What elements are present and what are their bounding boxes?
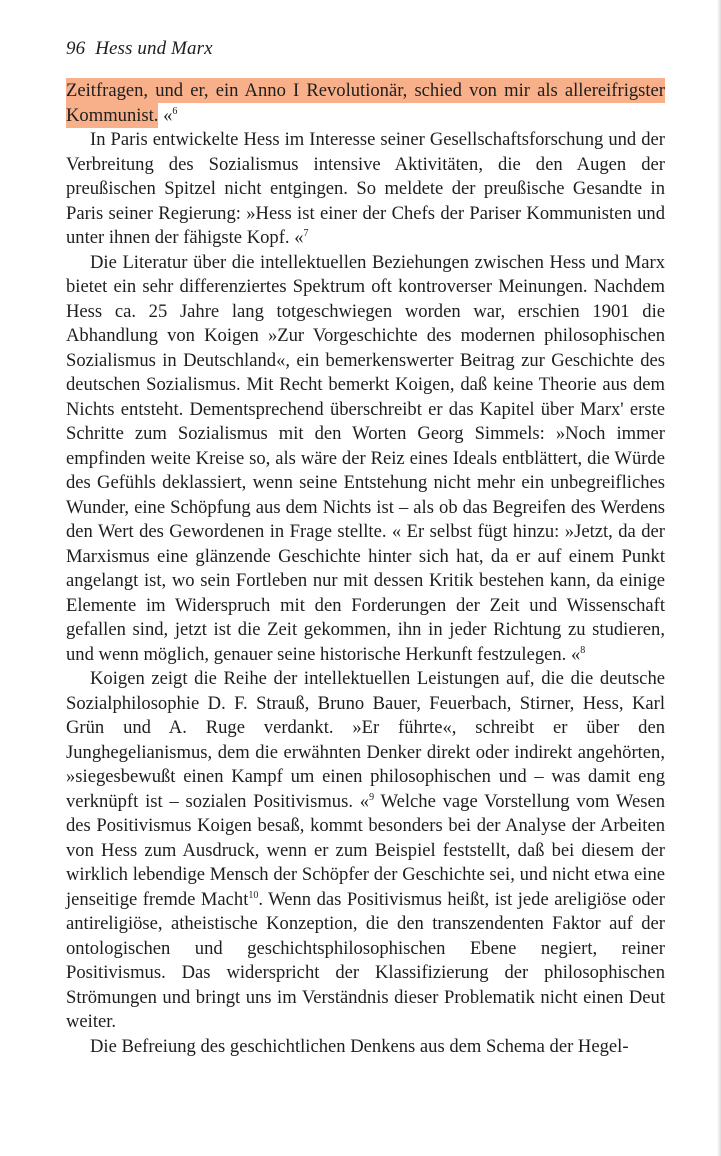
running-title: Hess und Marx (95, 38, 213, 59)
footnote-ref: 9 (369, 791, 375, 803)
footnote-ref: 8 (580, 644, 586, 656)
running-head (66, 38, 213, 60)
paragraph-text: Die Befreiung des geschichtlichen Denkens aus dem Schema der Hegel- (90, 1035, 629, 1057)
paragraph-text: . Wenn das Positivismus heißt, ist jede areligiöse oder antireligiöse, atheistische Konzeption, die den transzendenten Faktor auf der ontologischen und geschichtsphilosophischen Ebene negiert, reiner Positivismus. Das widerspricht der Klassifizierung der philosophischen Strömungen und bringt uns im Verständnis dieser Problematik nicht einen Deut weiter. (66, 888, 665, 1032)
page-number: 96 (66, 38, 86, 59)
footnote-ref: 7 (303, 228, 309, 239)
body-text (66, 79, 665, 1059)
highlighted-passage[interactable]: Zeitfragen, und er, ein Anno I Revolutionär, schied von mir als allereifrigster Kommunist. (66, 80, 665, 126)
paragraph-text: « (158, 104, 173, 126)
paragraph (66, 251, 665, 668)
paragraph (66, 128, 665, 251)
paragraph (66, 667, 665, 1035)
paragraph (66, 1035, 665, 1060)
footnote-ref: 6 (172, 105, 178, 117)
paragraph-text: Welche vage Vorstellung vom Wesen des Positivismus Koigen besaß, kommt besonders bei der Analyse der Arbeiten von Hess zum Ausdruck, wenn er zum Beispiel feststellt, daß bei diesem der wirklich lebendige Mensch der Schöpfer der Geschichte sei, und nicht etwa eine jenseitige fremde Macht (66, 790, 665, 910)
paragraph-text: Die Literatur über die intellektuellen Beziehungen zwischen Hess und Marx bietet ein sehr differenziertes Spektrum oft kontroverser Meinungen. Nachdem Hess ca. 25 Jahre lang totgeschwiegen worden war, erschien 1901 die Abhandlung von Koigen »Zur Vorgeschichte des modernen philosophischen Sozialismus in Deutschland«, ein bemerkenswerter Beitrag zur Geschichte des deutschen Sozialismus. Mit Recht bemerkt Koigen, daß keine Theorie aus dem Nichts entsteht. Dementsprechend überschreibt er das Kapitel über Marx' erste Schritte zum Sozialismus mit den Worten Georg Simmels: »Noch immer empfinden weite Kreise so, als wäre der Reiz eines Ideals entblättert, die Würde des Gefühls deklassiert, wenn seine Entstehung nicht mehr ein unbegreifliches Wunder, eine Schöpfung aus dem Nichts ist – als ob das Begreifen des Werdens den Wert des Gewordenen in Frage stellte. « Er selbst fügt hinzu: »Jetzt, da der Marxismus eine glänzende Geschichte hinter sich hat, da er auf einem Punkt angelangt ist, wo sein Fortleben nur mit dessen Kritik bestehen kann, da einige Elemente im Widerspruch mit den Forderungen der Zeit und Wissenschaft gefallen sind, jetzt ist die Zeit gekommen, ihn in jeder Richtung zu studieren, und wenn möglich, genauer seine historische Herkunft festzulegen. « (66, 251, 665, 665)
footnote-ref: 10 (248, 889, 259, 901)
paragraph (66, 79, 665, 128)
page-edge-shadow (717, 0, 721, 1156)
paragraph-text: In Paris entwickelte Hess im Interesse seiner Gesellschaftsforschung und der Verbreitung des Sozialismus intensive Aktivitäten, die den Augen der preußischen Spitzel nicht entgingen. So meldete der preußische Gesandte in Paris seiner Regierung: »Hess ist einer der Chefs der Pariser Kommunisten und unter ihnen der fähigste Kopf. « (66, 129, 665, 248)
paragraph-text: Koigen zeigt die Reihe der intellektuellen Leistungen auf, die die deutsche Sozialphilosophie D. F. Strauß, Bruno Bauer, Feuerbach, Stirner, Hess, Karl Grün und A. Ruge verdankt. »Er führte«, schreibt er über den Junghegelianismus, dem die erwähnten Denker direkt oder indirekt angehörten, »siegesbewußt einen Kampf um einen philosophischen und – was damit eng verknüpft ist – sozialen Positivismus. « (66, 668, 665, 812)
